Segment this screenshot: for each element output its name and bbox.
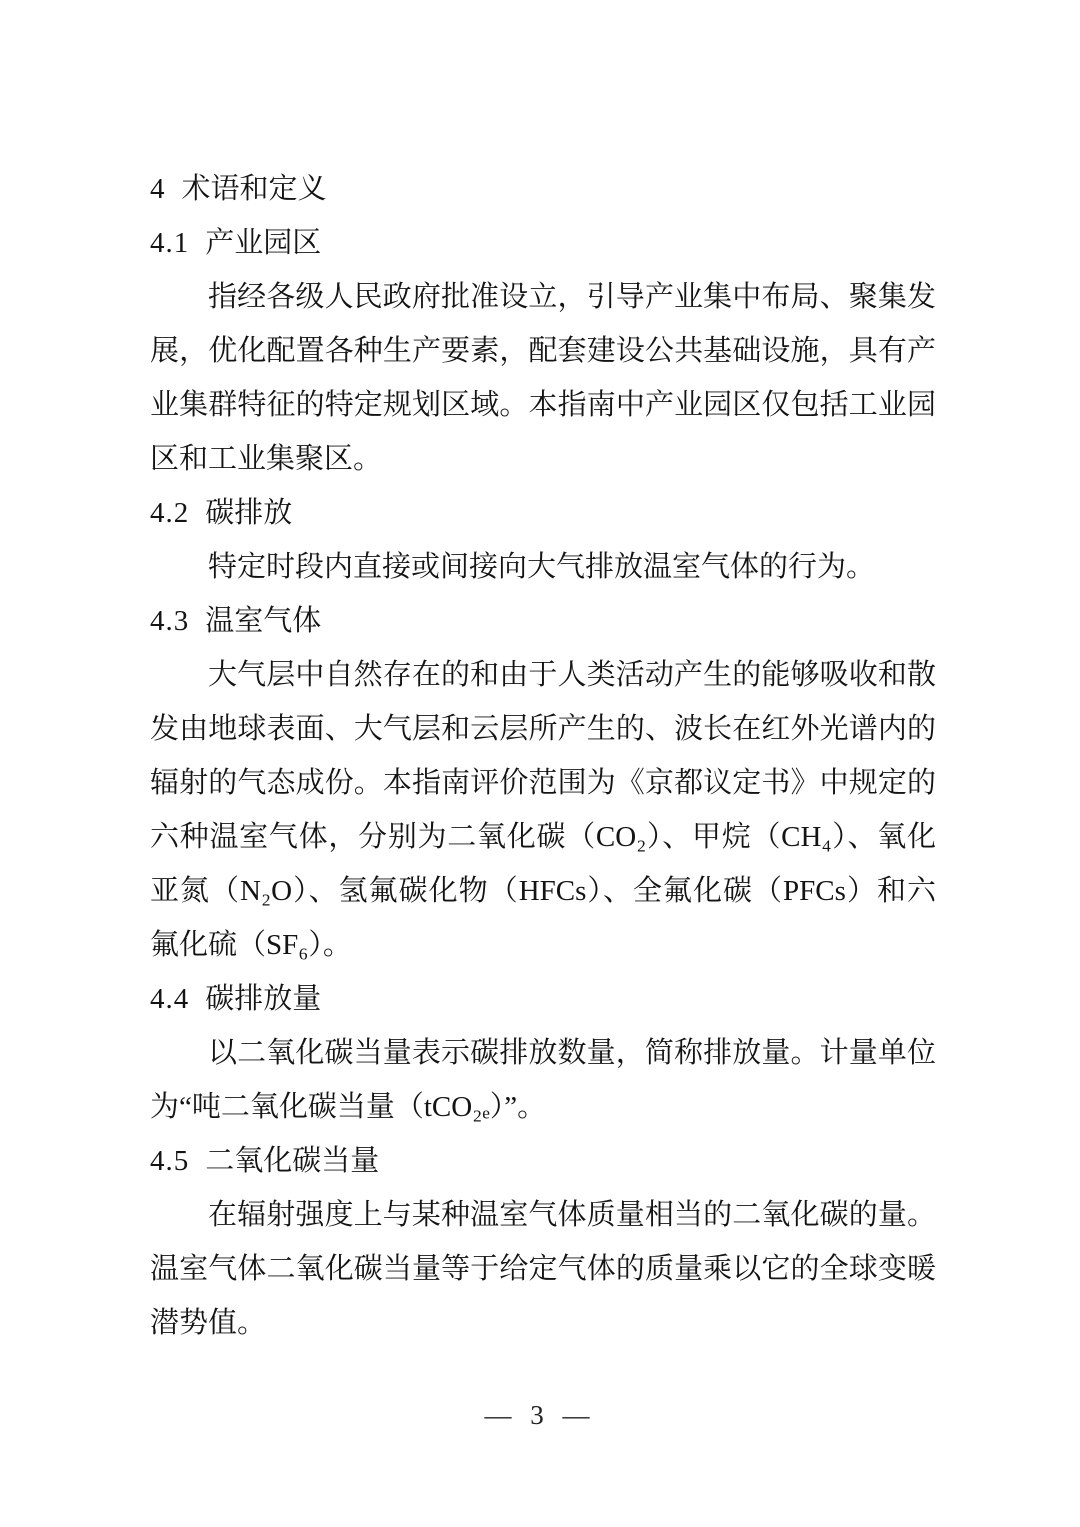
section-number: 4.5 xyxy=(150,1145,190,1177)
paragraph: 在辐射强度上与某种温室气体质量相当的二氧化碳的量。温室气体二氧化碳当量等于给定气体的质量乘以它的全球变暖潜势值。 xyxy=(150,1199,936,1339)
section-title: 碳排放 xyxy=(205,497,293,529)
section-number: 4.3 xyxy=(150,605,190,637)
section-heading xyxy=(150,162,936,216)
section-co2-equivalent xyxy=(150,1134,936,1350)
section-heading xyxy=(150,594,936,648)
section-carbon-emission-amount xyxy=(150,972,936,1134)
page-content xyxy=(150,162,936,1350)
section-terms-and-definitions xyxy=(150,162,936,216)
section-number: 4 xyxy=(150,173,166,205)
section-number: 4.2 xyxy=(150,497,190,529)
section-greenhouse-gas xyxy=(150,594,936,972)
paragraph: 以二氧化碳当量表示碳排放数量，简称排放量。计量单位为“吨二氧化碳当量（tCO₂ₑ）”。 xyxy=(150,1037,936,1123)
page-number-label: — 3 — xyxy=(484,1400,596,1430)
paragraph: 特定时段内直接或间接向大气排放温室气体的行为。 xyxy=(208,551,876,583)
page-footer xyxy=(0,1395,1080,1435)
section-number: 4.4 xyxy=(150,983,190,1015)
section-title: 二氧化碳当量 xyxy=(205,1145,380,1177)
section-title: 术语和定义 xyxy=(181,173,327,205)
section-title: 产业园区 xyxy=(205,227,322,259)
paragraph: 指经各级人民政府批准设立，引导产业集中布局、聚集发展，优化配置各种生产要素，配套建设公共基础设施，具有产业集群特征的特定规划区域。本指南中产业园区仅包括工业园区和工业集聚区。 xyxy=(150,281,936,475)
section-heading xyxy=(150,486,936,540)
section-industrial-park xyxy=(150,216,936,486)
paragraph: 大气层中自然存在的和由于人类活动产生的能够吸收和散发由地球表面、大气层和云层所产生的、波长在红外光谱内的辐射的气态成份。本指南评价范围为《京都议定书》中规定的六种温室气体，分别为二氧化碳（CO₂）、甲烷（CH₄）、氧化亚氮（N₂O）、氢氟碳化物（HFCs）、全氟化碳（PFCs）和六氟化硫（SF₆）。 xyxy=(150,659,936,961)
section-heading xyxy=(150,1134,936,1188)
section-carbon-emission xyxy=(150,486,936,594)
section-heading xyxy=(150,216,936,270)
section-heading xyxy=(150,972,936,1026)
section-number: 4.1 xyxy=(150,227,190,259)
section-title: 碳排放量 xyxy=(205,983,322,1015)
section-title: 温室气体 xyxy=(205,605,322,637)
